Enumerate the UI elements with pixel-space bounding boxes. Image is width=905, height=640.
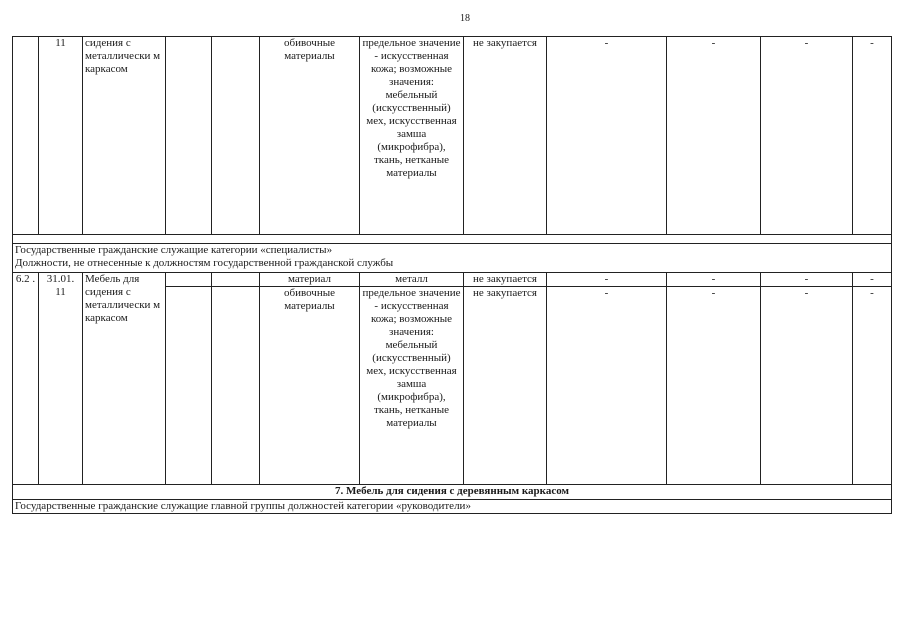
characteristic-cell: обивочные материалы [260, 287, 360, 485]
code-cell: 31.01. 11 [39, 273, 83, 485]
table-row [13, 273, 892, 287]
spacer-cell [13, 235, 892, 244]
table-row [13, 37, 892, 235]
dash-cell: - [547, 37, 667, 235]
group-heading-line-2: Должности, не отнесенные к должностям государственной гражданской службы [15, 257, 394, 269]
empty-cell [166, 37, 212, 235]
dash-cell: - [761, 273, 853, 287]
dash-cell: - [667, 287, 761, 485]
dash-cell: - [853, 287, 892, 485]
dash-cell: - [761, 287, 853, 485]
row-number-cell [13, 37, 39, 235]
purchase-cell: не закупается [464, 37, 547, 235]
purchase-cell: не закупается [464, 273, 547, 287]
group-heading-line-1: Государственные гражданские служащие категории «специалисты» [15, 244, 333, 256]
dash-cell: - [853, 37, 892, 235]
code-cell: 11 [39, 37, 83, 235]
dash-cell: - [667, 37, 761, 235]
purchase-cell: не закупается [464, 287, 547, 485]
empty-cell [212, 37, 260, 235]
value-cell: предельное значение - искусственная кожа; возможные значения: мебельный (искусственный) мех, искусственная замша (микрофибра), ткань, нетканые материалы [360, 287, 464, 485]
section-heading-row [13, 485, 892, 500]
page-number: 18 [460, 13, 470, 24]
dash-cell: - [547, 287, 667, 485]
item-name-cell: сидения с металлически м каркасом [83, 37, 166, 235]
requirements-table [12, 36, 892, 514]
group-heading-row [13, 500, 892, 514]
dash-cell: - [761, 37, 853, 235]
group-heading-cell [13, 244, 892, 273]
item-name-cell: Мебель для сидения с металлически м каркасом [83, 273, 166, 485]
group-heading-cell: Государственные гражданские служащие главной группы должностей категории «руководители» [13, 500, 892, 514]
characteristic-cell: обивочные материалы [260, 37, 360, 235]
group-heading-row [13, 244, 892, 273]
value-cell: металл [360, 273, 464, 287]
empty-cell [166, 287, 212, 485]
value-cell: предельное значение - искусственная кожа; возможные значения: мебельный (искусственный) мех, искусственная замша (микрофибра), ткань, нетканые материалы [360, 37, 464, 235]
dash-cell: - [667, 273, 761, 287]
empty-cell [166, 273, 212, 287]
dash-cell: - [853, 273, 892, 287]
characteristic-cell: материал [260, 273, 360, 287]
row-number-cell: 6.2 . [13, 273, 39, 485]
spacer-row [13, 235, 892, 244]
dash-cell: - [547, 273, 667, 287]
empty-cell [212, 287, 260, 485]
empty-cell [212, 273, 260, 287]
section-heading: 7. Мебель для сидения с деревянным каркасом [13, 485, 892, 500]
